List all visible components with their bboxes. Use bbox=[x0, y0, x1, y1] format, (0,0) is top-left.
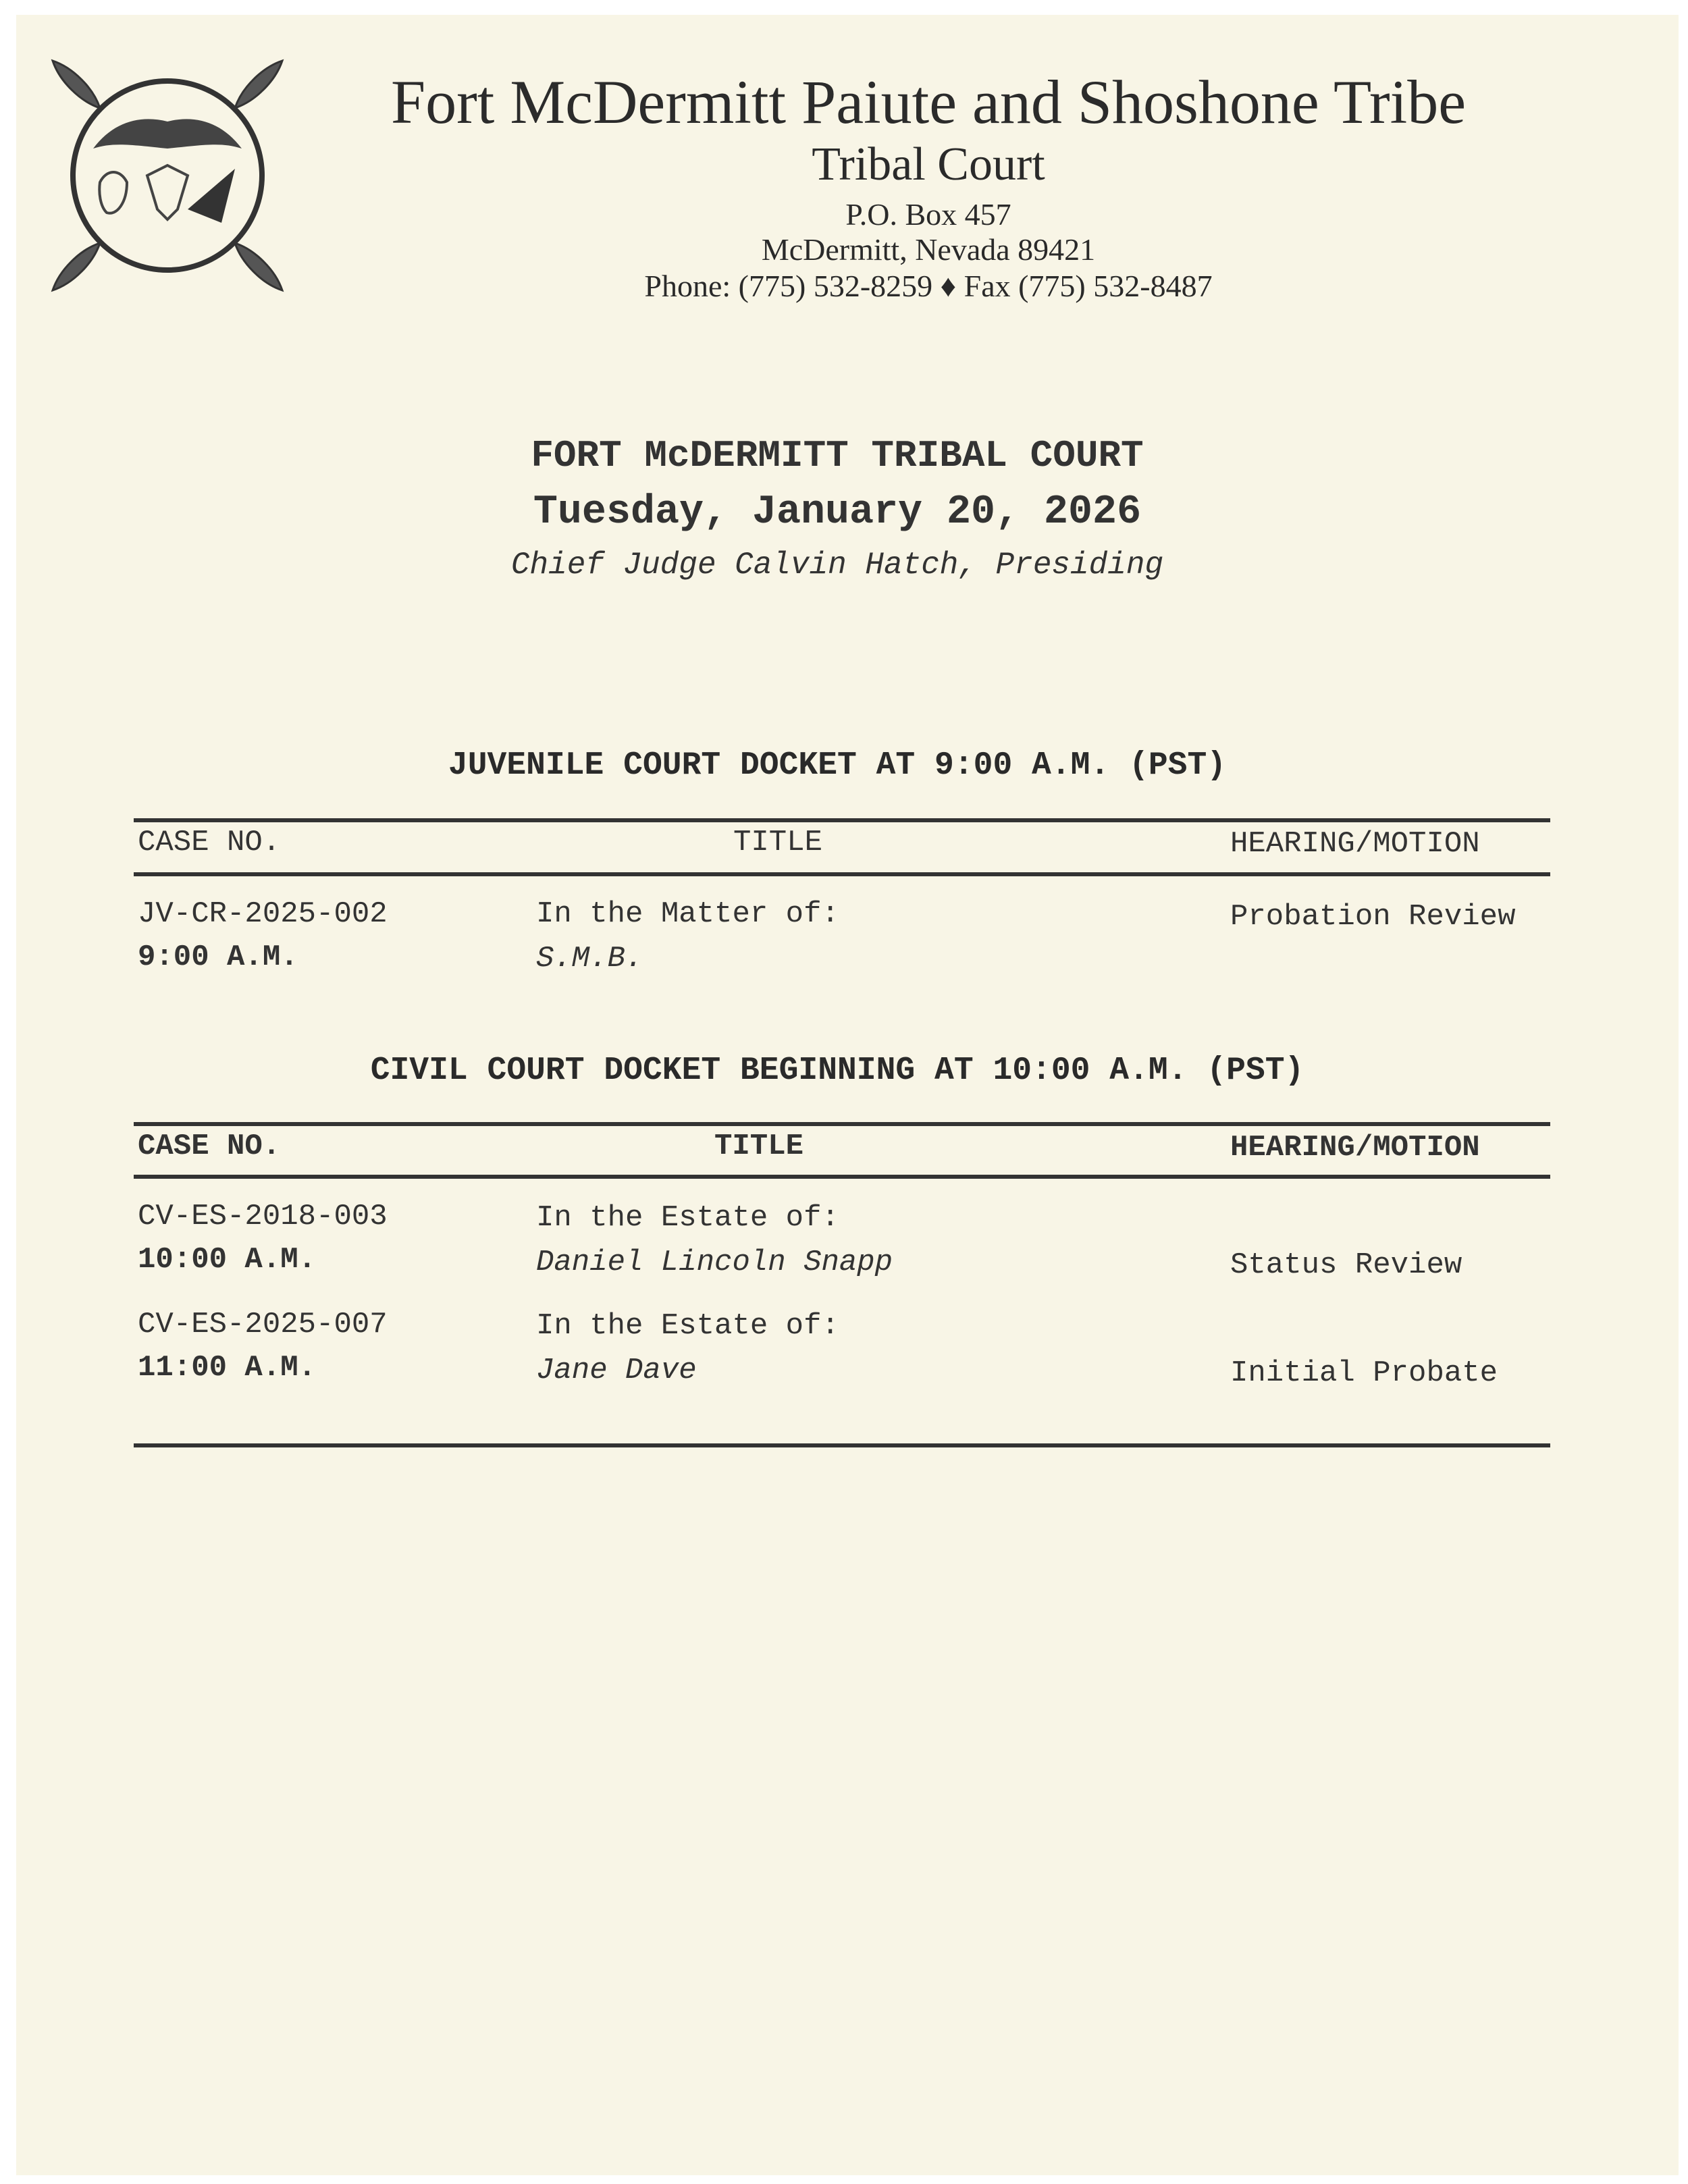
case-party: Daniel Lincoln Snapp bbox=[536, 1246, 893, 1279]
paper-sheet bbox=[16, 15, 1679, 2175]
col-title: TITLE bbox=[714, 1129, 804, 1163]
col-hearing: HEARING/MOTION bbox=[1230, 1131, 1480, 1165]
hearing-type: Status Review bbox=[1230, 1248, 1462, 1282]
case-number: CV-ES-2018-003 bbox=[138, 1200, 388, 1233]
rule-top bbox=[134, 1122, 1550, 1126]
org-name: Fort McDermitt Paiute and Shoshone Tribe bbox=[390, 68, 1467, 136]
col-hearing: HEARING/MOTION bbox=[1230, 827, 1480, 861]
rule-top bbox=[134, 818, 1550, 822]
col-case-no: CASE NO. bbox=[138, 1129, 281, 1163]
hearing-time: 11:00 A.M. bbox=[138, 1351, 317, 1385]
court-name: FORT McDERMITT TRIBAL COURT bbox=[531, 434, 1144, 477]
juvenile-docket-title: JUVENILE COURT DOCKET AT 9:00 A.M. (PST) bbox=[448, 747, 1227, 784]
city-address: McDermitt, Nevada 89421 bbox=[761, 232, 1096, 267]
rule-header bbox=[134, 1175, 1550, 1179]
case-matter: In the Matter of: bbox=[536, 897, 839, 931]
contact-line: Phone: (775) 532-8259 ♦ Fax (775) 532-8487 bbox=[644, 269, 1213, 303]
po-box: P.O. Box 457 bbox=[845, 197, 1011, 232]
col-title: TITLE bbox=[733, 826, 823, 859]
case-party: Jane Dave bbox=[536, 1354, 697, 1387]
col-case-no: CASE NO. bbox=[138, 826, 281, 859]
hearing-time: 10:00 A.M. bbox=[138, 1243, 317, 1277]
civil-docket-title: CIVIL COURT DOCKET BEGINNING AT 10:00 A.M. (PST) bbox=[370, 1053, 1304, 1089]
docket-date: Tuesday, January 20, 2026 bbox=[533, 489, 1142, 535]
case-number: JV-CR-2025-002 bbox=[138, 897, 388, 931]
rule-bottom bbox=[134, 1443, 1550, 1447]
case-party: S.M.B. bbox=[536, 942, 643, 976]
presiding-judge: Chief Judge Calvin Hatch, Presiding bbox=[510, 548, 1164, 583]
rule-header bbox=[134, 872, 1550, 876]
court-subtitle: Tribal Court bbox=[812, 138, 1045, 190]
hearing-type: Probation Review bbox=[1230, 900, 1516, 934]
case-matter: In the Estate of: bbox=[536, 1201, 839, 1235]
case-matter: In the Estate of: bbox=[536, 1309, 839, 1343]
case-number: CV-ES-2025-007 bbox=[138, 1308, 388, 1341]
hearing-time: 9:00 A.M. bbox=[138, 940, 298, 974]
hearing-type: Initial Probate bbox=[1230, 1356, 1498, 1390]
